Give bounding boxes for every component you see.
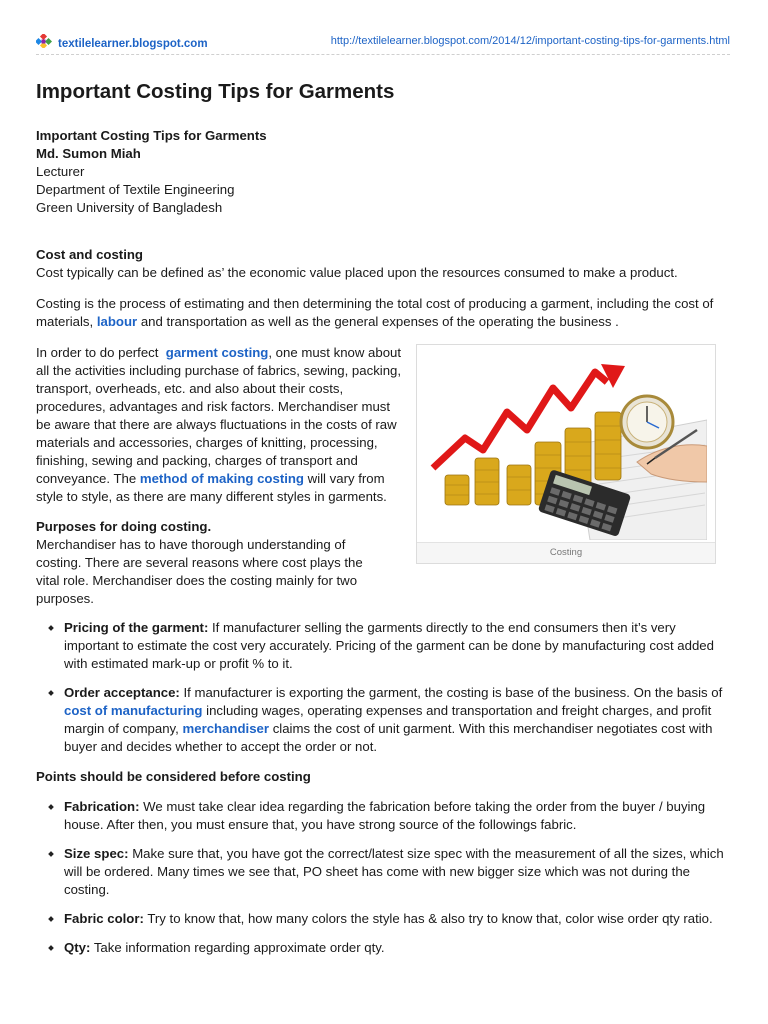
byline-author: Md. Sumon Miah bbox=[36, 146, 141, 161]
purposes-heading: Purposes for doing costing. bbox=[36, 519, 212, 534]
labour-link[interactable]: labour bbox=[96, 314, 138, 329]
site-name-link[interactable]: textilelearner.blogspot.com bbox=[58, 37, 208, 50]
byline-university: Green University of Bangladesh bbox=[36, 200, 223, 215]
cost-of-manufacturing-link[interactable]: cost of manufacturing bbox=[64, 703, 203, 718]
byline-subtitle: Important Costing Tips for Garments bbox=[36, 128, 267, 143]
bullet-icon bbox=[48, 804, 54, 810]
article-body bbox=[36, 127, 732, 957]
bullet-icon bbox=[48, 945, 54, 951]
garment-costing-link[interactable]: garment costing bbox=[165, 345, 269, 360]
page-url-link[interactable]: http://textilelearner.blogspot.com/2014/12/important-costing-tips-for-garments.html bbox=[330, 35, 730, 47]
header-divider bbox=[36, 54, 730, 55]
item-label: Order acceptance: bbox=[64, 685, 180, 700]
item-text: We must take clear idea regarding the fabrication before taking the order from the buyer / buying house. After then, you must ensure that, you have strong source of the followings fabric. bbox=[64, 799, 706, 832]
cost-p2-text-a: Costing is the process of estimating and then determining the total cost of producing a garment, including the cost of materials, bbox=[36, 296, 714, 329]
item-label: Fabrication: bbox=[64, 799, 140, 814]
list-item bbox=[36, 845, 732, 899]
costing-figure bbox=[416, 344, 716, 564]
purposes-paragraph: Merchandiser has to have thorough understanding of costing. There are several reasons where cost plays the vital role. Merchandiser does the costing mainly for two purposes. bbox=[36, 537, 363, 606]
item-label: Size spec: bbox=[64, 846, 129, 861]
intro-text-a: In order to do perfect bbox=[36, 345, 159, 360]
intro-column bbox=[36, 344, 406, 608]
bullet-icon bbox=[48, 916, 54, 922]
page-header bbox=[36, 34, 730, 48]
item-text-b: including wages, operating expenses and transportation and freight charges, and profit margin of company, bbox=[64, 703, 712, 736]
item-text: Take information regarding approximate order qty. bbox=[93, 940, 385, 955]
figure-caption: Costing bbox=[417, 542, 715, 563]
cost-section bbox=[36, 246, 732, 331]
bullet-icon bbox=[48, 851, 54, 857]
points-list bbox=[36, 798, 732, 957]
bullet-icon bbox=[48, 625, 54, 631]
byline-department: Department of Textile Engineering bbox=[36, 182, 235, 197]
item-text: If manufacturer selling the garments directly to the end consumers then it’s very important to estimate the cost very accurately. Pricing of the garment can be done by manufacturing cost added with estimated mark-up or profit % to it. bbox=[64, 620, 714, 671]
costing-illustration bbox=[425, 350, 707, 540]
bullet-icon bbox=[48, 690, 54, 696]
byline-position: Lecturer bbox=[36, 164, 85, 179]
site-brand[interactable] bbox=[36, 34, 208, 53]
cost-heading: Cost and costing bbox=[36, 247, 143, 262]
list-item bbox=[36, 939, 732, 957]
cost-paragraph-1: Cost typically can be defined as’ the economic value placed upon the resources consumed to make a product. bbox=[36, 265, 678, 280]
list-item bbox=[36, 684, 732, 756]
intro-paragraph bbox=[36, 344, 406, 506]
cost-paragraph-2 bbox=[36, 295, 732, 331]
byline bbox=[36, 127, 732, 217]
intro-text-b: , one must know about all the activities including purchase of fabrics, sewing, packing, transport, overheads, etc. and also about their costs, procedures, advantages and risk factors. Merchandiser must be aware that there are always fluctuations in the costs of raw materials and accessories, charges of knitting, processing, finishing, sewing and packing, charges of transport and conveyance. The bbox=[36, 345, 402, 486]
intro-with-figure bbox=[36, 344, 732, 608]
method-of-making-costing-link[interactable]: method of making costing bbox=[139, 471, 304, 486]
list-item bbox=[36, 619, 732, 673]
multicolor-star-logo-icon bbox=[36, 34, 52, 53]
item-text: Try to know that, how many colors the style has & also try to know that, color wise order qty ratio. bbox=[147, 911, 713, 926]
item-text-c: claims the cost of unit garment. With this merchandiser negotiates cost with buyer and decides whether to accept the order or not. bbox=[64, 721, 713, 754]
purposes-list bbox=[36, 619, 732, 756]
item-label: Pricing of the garment: bbox=[64, 620, 209, 635]
points-heading: Points should be considered before costing bbox=[36, 769, 311, 784]
item-label: Qty: bbox=[64, 940, 91, 955]
item-label: Fabric color: bbox=[64, 911, 144, 926]
page-title: Important Costing Tips for Garments bbox=[36, 80, 395, 103]
list-item bbox=[36, 798, 732, 834]
intro-text-c: will vary from style to style, as there are many different styles in garments. bbox=[36, 471, 387, 504]
item-text-a: If manufacturer is exporting the garment, the costing is base of the business. On the basis of bbox=[183, 685, 723, 700]
merchandiser-link[interactable]: merchandiser bbox=[182, 721, 270, 736]
cost-p2-text-b: and transportation as well as the general expenses of the operating the business . bbox=[140, 314, 619, 329]
item-text: Make sure that, you have got the correct/latest size spec with the measurement of all the sizes, which will be ordered. Many times we see that, PO sheet has come with new bigger size which was not during the costing. bbox=[64, 846, 724, 897]
list-item bbox=[36, 910, 732, 928]
